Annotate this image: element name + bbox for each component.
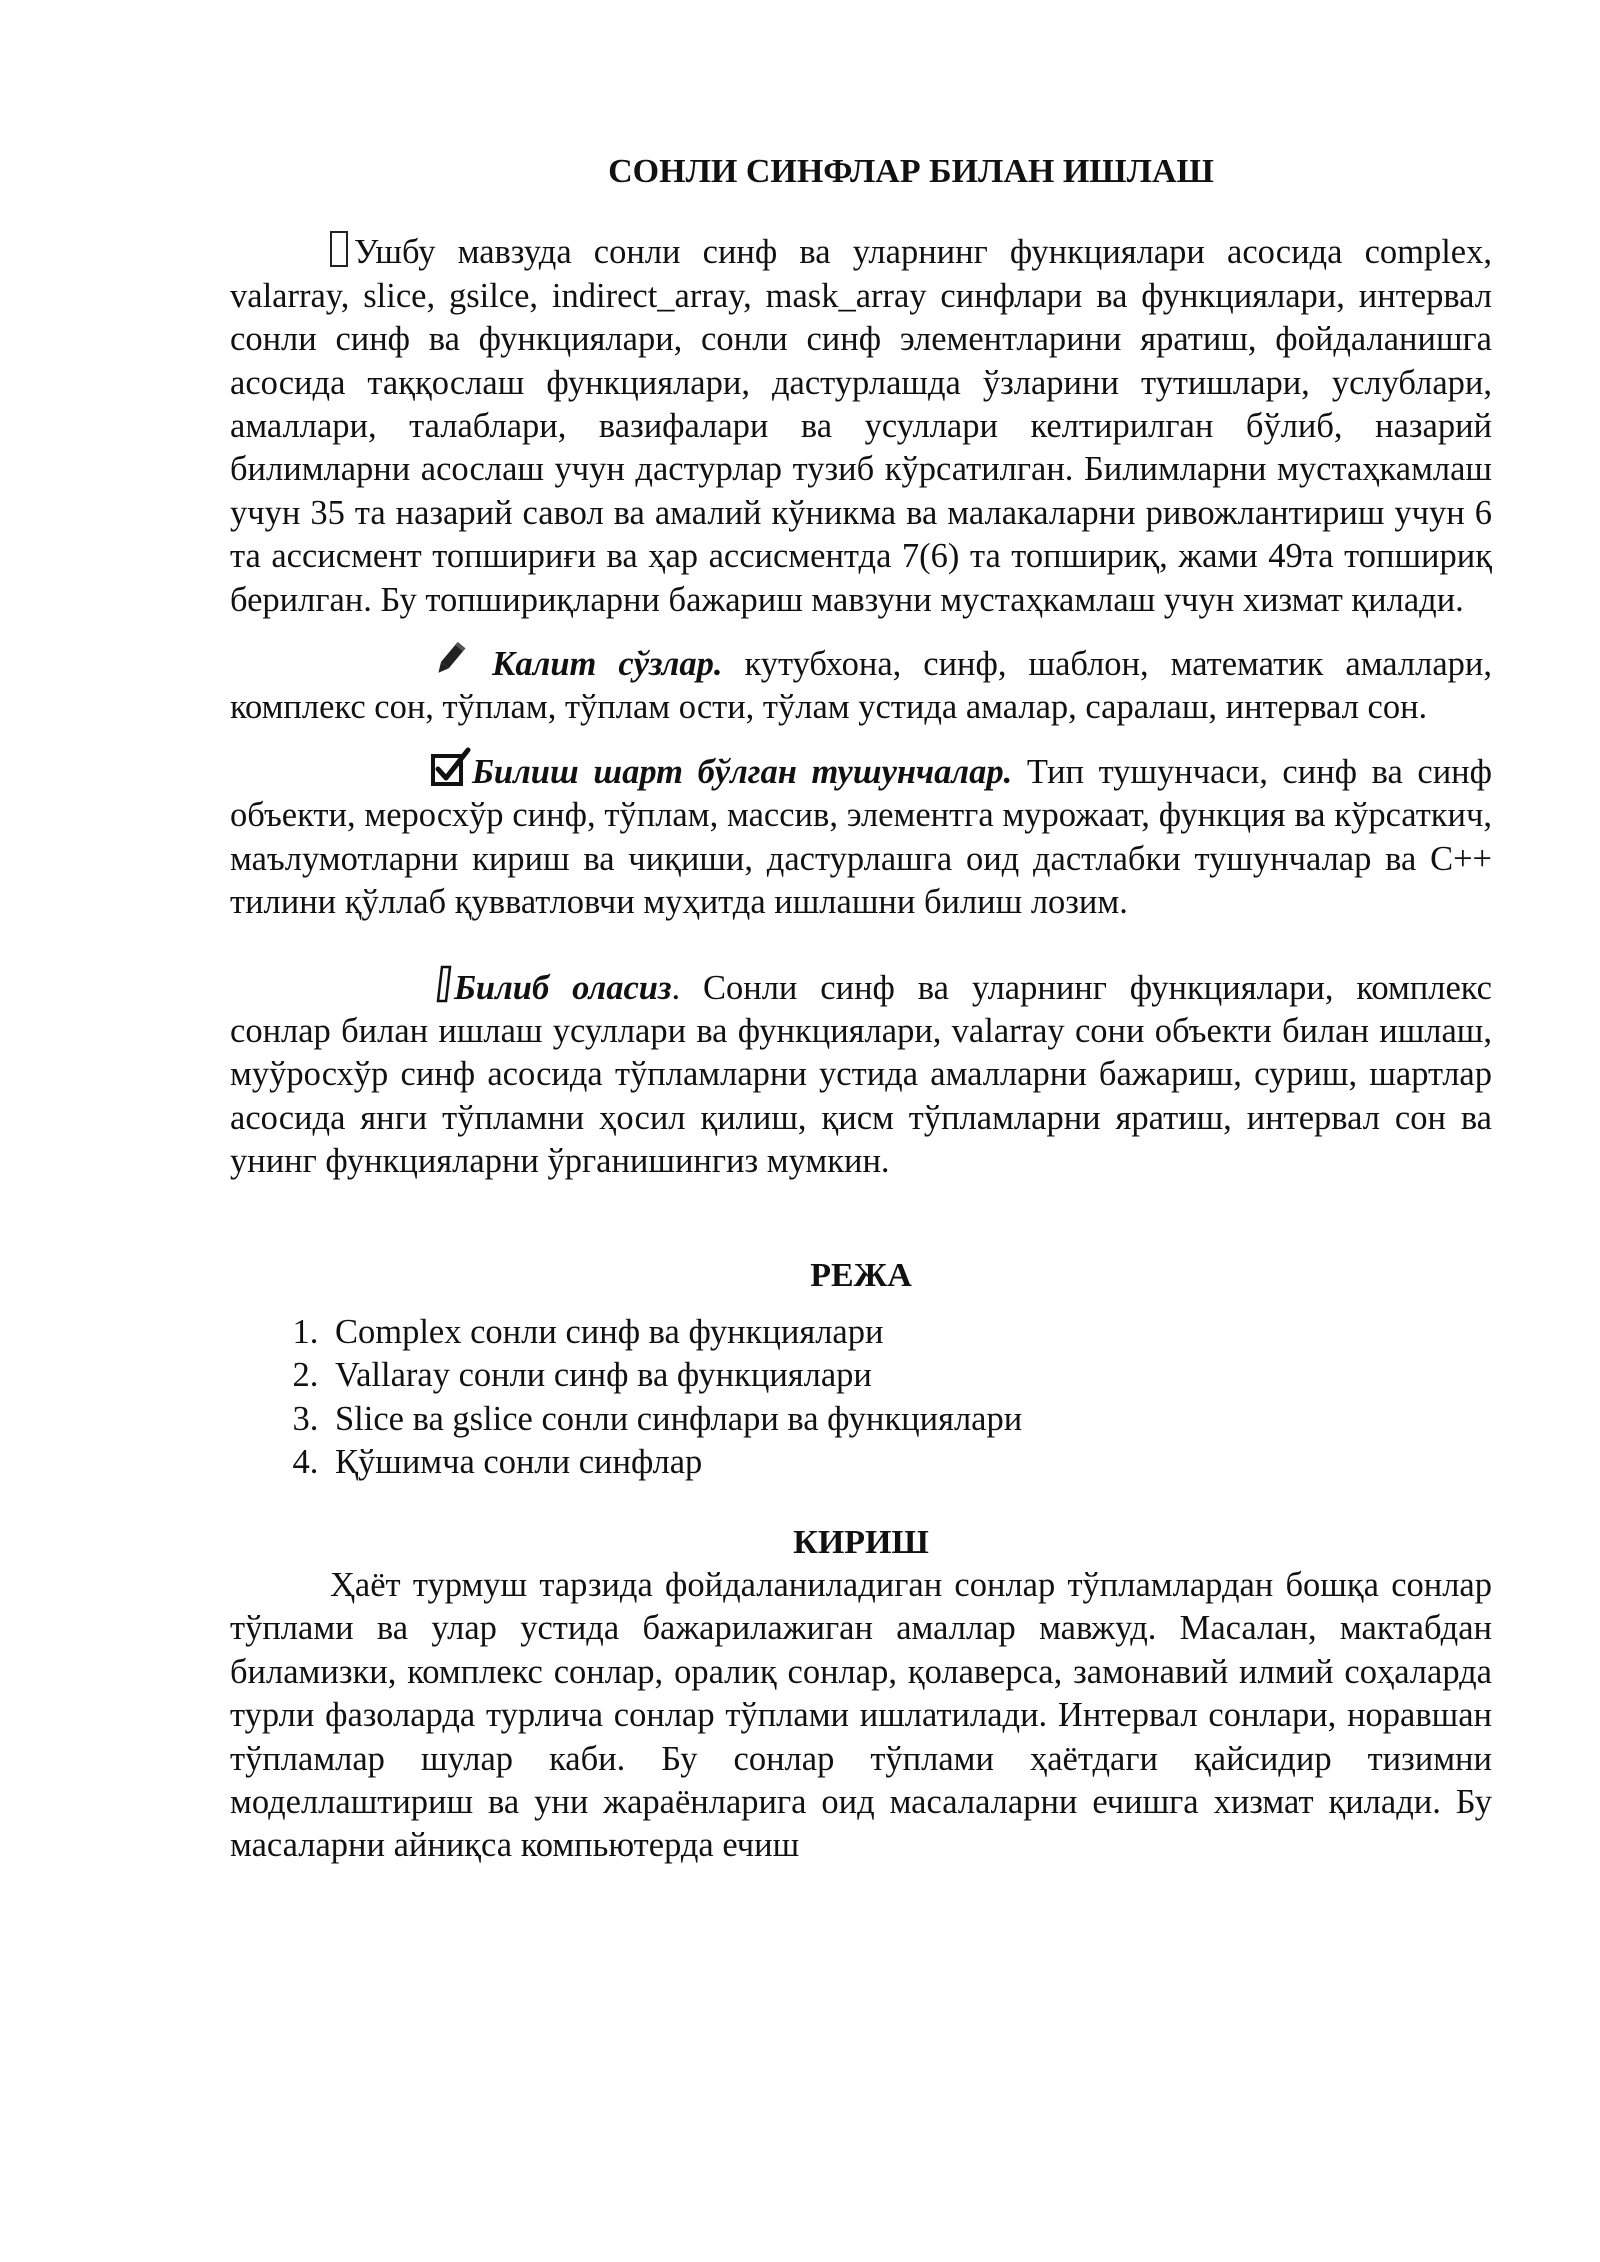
pencil-icon [330, 639, 470, 686]
checkbox-icon [330, 747, 472, 794]
intro-text: Ушбу мавзуда сонли синф ва уларнинг функциялари асосида complex, valarray, slice, gsilce, indirect_array, mask_array синфлари ва функциялари, интервал сонли синф ва функциялари, сонли синф элементларини яратиш, фойдаланишга асосида таққослаш функциялари, дастурлашда ўзларини тутишлари, услублари, амаллари, талаблари, вазифалари ва усуллари келтирилган бўлиб, назарий билимларни асослаш учун дастурлар тузиб кўрсатилган. Билимларни мустаҳкамлаш учун 35 та назарий савол ва амалий кўникма ва малакаларни ривожлантириш учун 6 та ассисмент топшириғи ва ҳар ассисментда 7(6) та топшириқ, жами 49та топшириқ берилган. Бу топшириқларни бажариш мавзуни мустаҳкамлаш учун хизмат қилади. [230, 233, 1492, 619]
plan-list [230, 1311, 1492, 1485]
list-item: 3. Slice ва gslice сонли синфлари ва функциялари [327, 1398, 1492, 1441]
introduction-title: КИРИШ [793, 1523, 929, 1561]
prerequisites-paragraph [230, 747, 1492, 925]
list-item: 1. Complex сонли синф ва функциялари [327, 1311, 1492, 1354]
list-item: 2. Vallaray сонли синф ва функциялари [327, 1354, 1492, 1397]
plan-title: РЕЖА [810, 1256, 912, 1294]
keywords-label: Калит сўзлар. [492, 645, 723, 684]
outcomes-label: Билиб оласиз [454, 968, 672, 1007]
list-item: 4. Қўшимча сонли синфлар [327, 1441, 1492, 1484]
document-page [230, 150, 1492, 1868]
document-title: СОНЛИ СИНФЛАР БИЛАН ИШЛАШ [608, 153, 1214, 190]
prerequisites-label: Билиш шарт бўлган тушунчалар. [472, 752, 1013, 791]
intro-paragraph [230, 231, 1492, 622]
box-icon [330, 231, 348, 267]
prerequisites-text: Тип тушунчаси, синф ва синф объекти, меросхўр синф, тўплам, массив, элементга мурожаат, функция ва кўрсаткич, маълумотларни кириш ва чиқиши, дастурлашга оид дастлабки тушунчалар ва С++ тилини қўллаб қувватловчи муҳитда ишлашни билиш лозим. [230, 752, 1492, 922]
outcomes-paragraph [230, 963, 1492, 1184]
outcomes-text: . Сонли синф ва уларнинг функциялари, комплекс сонлар билан ишлаш усуллари ва функциялари, valarray сони объекти билан ишлаш, муўросхўр синф асосида тўпламларни устида амалларни бажариш, суриш, шартлар асосида янги тўпламни ҳосил қилиш, қисм тўпламларни яратиш, интервал сон ва унинг функцияларни ўрганишингиз мумкин. [230, 968, 1492, 1181]
introduction-paragraph: Ҳаёт турмуш тарзида фойдаланиладиган сонлар тўпламлардан бошқа сонлар тўплами ва улар устида бажарилажиган амаллар мавжуд. Масалан, мактабдан биламизки, комплекс сонлар, оралиқ сонлар, қолаверса, замонавий илмий соҳаларда турли фазоларда турлича сонлар тўплами ишлатилади. Интервал сонлари, норавшан тўпламлар шулар каби. Бу сонлар тўплами ҳаётдаги қайсидир тизимни моделлаштириш ва уни жараёнларига оид масалаларни ечишга хизмат қилади. Бу масаларни айниқса компьютерда ечиш [230, 1565, 1492, 1865]
slash-icon [330, 963, 454, 1010]
keywords-text: кутубхона, синф, шаблон, математик амаллари, комплекс сон, тўплам, тўплам ости, тўлам устида амалар, саралаш, интервал сон. [230, 645, 1492, 727]
keywords-paragraph [230, 639, 1492, 730]
